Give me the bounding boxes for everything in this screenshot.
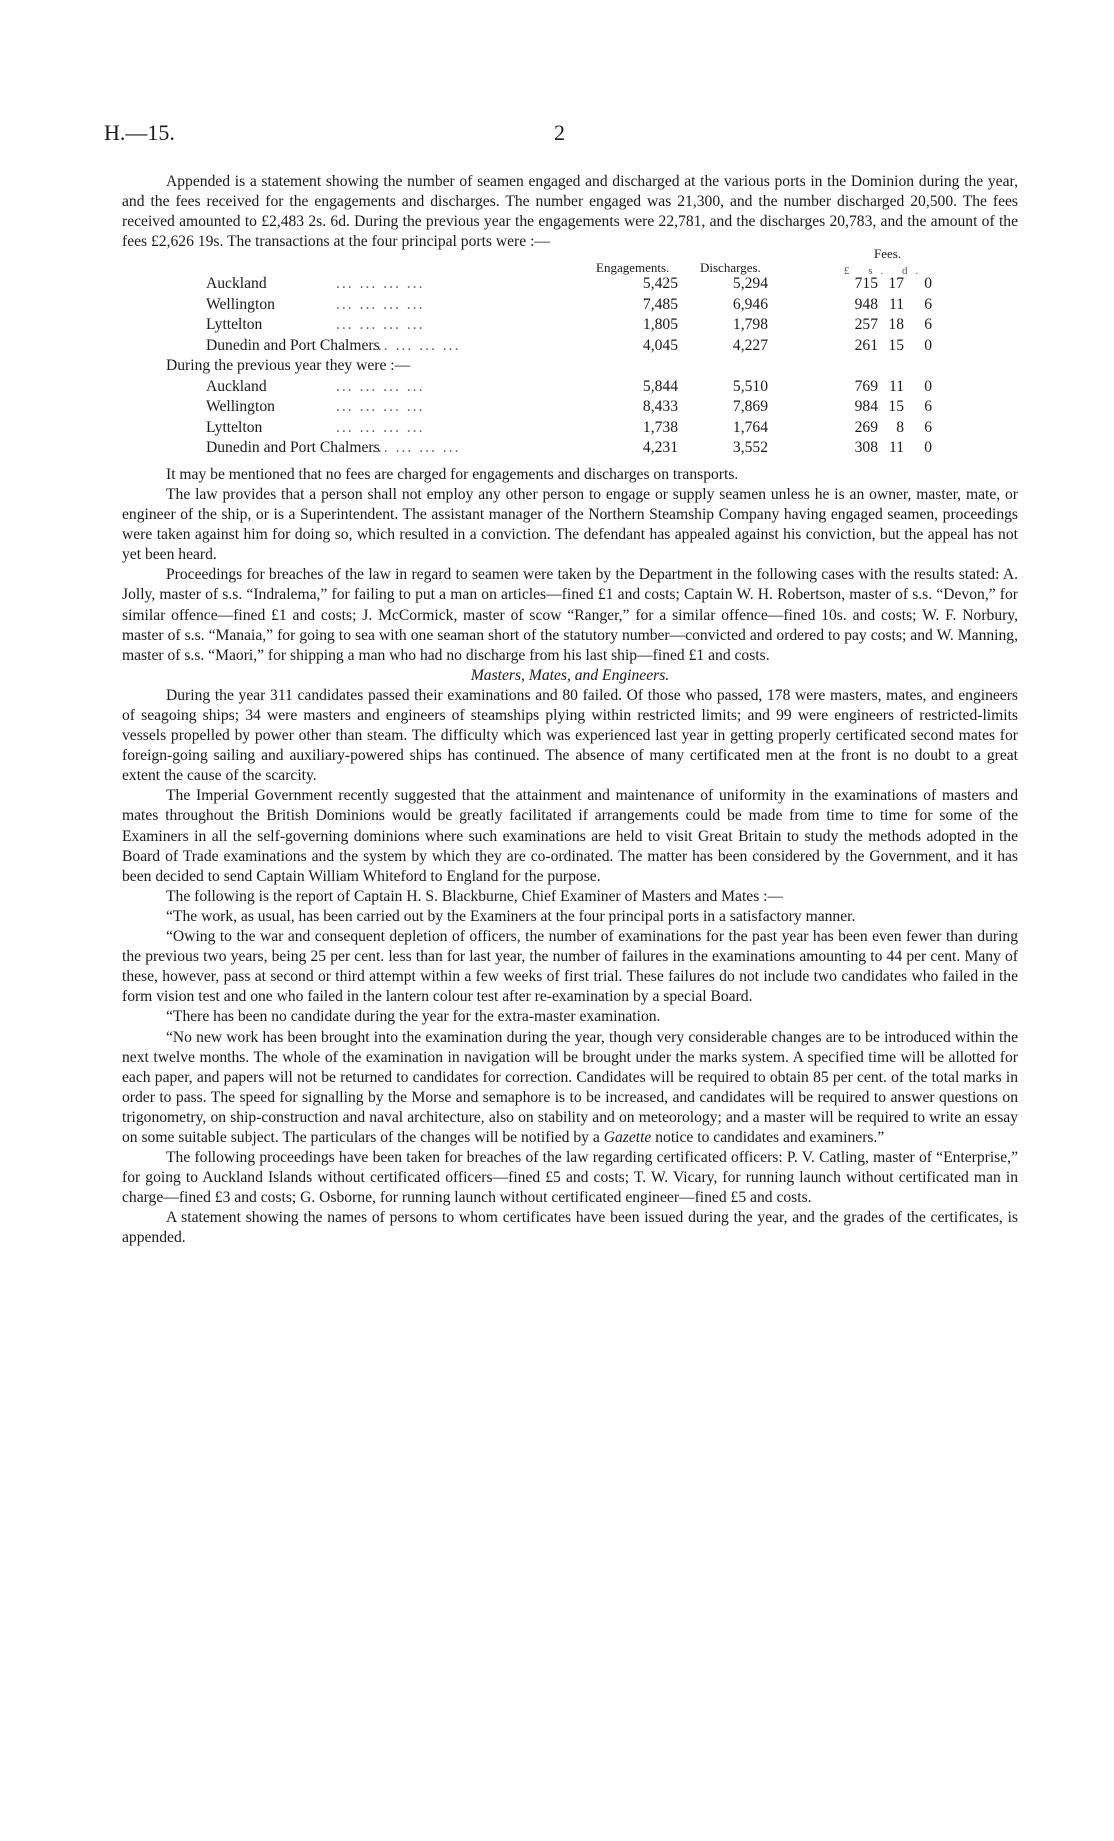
table-row	[122, 418, 1018, 439]
report-intro-paragraph: The following is the report of Captain H. S. Blackburne, Chief Examiner of Masters and Mates :—	[166, 887, 784, 905]
fees-shillings: 11	[888, 439, 904, 457]
fees-pence: 0	[924, 377, 932, 395]
breaches-paragraph: Proceedings for breaches of the law in regard to seamen were taken by the Department in the following cases with the results stated: A. Jolly, master of s.s. “Indralema,” for failing to put a man on articles—fined £1 and costs; Captain W. H. Robertson, master of s.s. “Devon,” for similar offence—fined £1 and costs; J. McCormick, master of scow “Ranger,” for a similar offence—fined 10s. and costs; W. F. Norbury, master of s.s. “Manaia,” for going to sea with one seaman short of the statutory number—convicted and ordered to pay costs; and W. Manning, master of s.s. “Maori,” for shipping a man who had no discharge from his last ship—fined £1 and costs.	[122, 566, 1018, 664]
imperial-paragraph: The Imperial Government recently suggested that the attainment and maintenance of uniformity in the examinations of masters and mates throughout the British Dominions would be greatly facilitated if arrangements could be made from time to time for some of the Examiners in all the self-governing dominions where such examinations are held to visit Great Britain to study the methods adopted in the Board of Trade examinations and the system by which they are co-ordinated. The matter has been considered by the Government, and it has been decided to send Captain William Whiteford to England for the purpose.	[122, 787, 1018, 885]
fees-shillings: 15	[888, 398, 904, 416]
report-code: H.—15.	[104, 120, 175, 145]
ports-table	[122, 246, 1018, 459]
discharges-value: 1,764	[732, 418, 768, 436]
fees-pounds: 984	[854, 398, 878, 416]
document-body	[122, 172, 1018, 1249]
fees-shillings: 15	[888, 336, 904, 354]
examiner-report	[122, 907, 1018, 1148]
fees-pounds: 261	[854, 336, 878, 354]
port-name: Auckland	[206, 275, 267, 293]
leader-dots: ... ... ... ...	[336, 295, 425, 313]
engagements-value: 4,045	[642, 336, 678, 354]
fees-pence: 0	[924, 336, 932, 354]
table-header	[122, 246, 1018, 278]
fees-pounds: 257	[854, 316, 878, 334]
leader-dots: ... ... ... ...	[372, 336, 461, 354]
port-name: Dunedin and Port Chalmers	[206, 336, 380, 354]
engagements-value: 1,738	[642, 418, 678, 436]
col-engagements: Engagements.	[596, 260, 670, 276]
report-quote-3: “There has been no candidate during the year for the extra-master examination.	[166, 1008, 661, 1026]
fees-pence: 0	[924, 275, 932, 293]
table-row	[122, 315, 1018, 336]
report-quote-1: “The work, as usual, has been carried out by the Examiners at the four principal ports in a satisfactory manner.	[166, 907, 856, 925]
fees-pence: 6	[924, 316, 932, 334]
report-quote-4	[122, 1028, 1018, 1149]
table-row	[122, 438, 1018, 459]
discharges-value: 5,510	[732, 377, 768, 395]
engagements-value: 5,844	[642, 377, 678, 395]
report-quote-4-text: “No new work has been brought into the examination during the year, though very considerable changes are to be introduced within the next twelve months. The whole of the examination in navigation will be brought under the marks system. A specified time will be allotted for each paper, and papers will not be returned to candidates for correction. Candidates will be required to obtain 85 per cent. of the total marks in order to pass. The speed for signalling by the Morse and semaphore is to be increased, and candidates will be required to answer questions on trigonometry, on ship-construction and naval architecture, also on stability and on meteorology; and a master will be required to write an essay on some suitable subject. The particulars of the changes will be notified by a	[122, 1028, 1018, 1146]
col-fees: Fees.	[874, 246, 902, 262]
discharges-value: 7,869	[732, 398, 768, 416]
engagements-value: 8,433	[642, 398, 678, 416]
previous-year-label: During the previous year they were :—	[166, 357, 411, 375]
fees-pounds: 269	[854, 418, 878, 436]
leader-dots: ... ... ... ...	[372, 439, 461, 457]
fees-shillings: 11	[888, 295, 904, 313]
leader-dots: ... ... ... ...	[336, 377, 425, 395]
fees-pounds: 769	[854, 377, 878, 395]
leader-dots: ... ... ... ...	[336, 316, 425, 334]
col-fee-units: £ s. d.	[844, 265, 927, 278]
engagements-value: 4,231	[642, 439, 678, 457]
report-quote-4-end: notice to candidates and examiners.”	[655, 1128, 885, 1146]
discharges-value: 4,227	[732, 336, 768, 354]
officers-paragraph: The following proceedings have been taken for breaches of the law regarding certificated officers: P. V. Catling, master of “Enterprise,” for going to Auckland Islands without certificated officers—fined £5 and costs; T. W. Vicary, for running launch without certificated man in charge—fined £3 and costs; G. Osborne, for running launch without certificated engineer—fined £5 and costs.	[122, 1149, 1018, 1207]
fees-pounds: 308	[854, 439, 878, 457]
fees-pounds: 715	[854, 275, 878, 293]
fees-pounds: 948	[854, 295, 878, 313]
engagements-value: 7,485	[642, 295, 678, 313]
discharges-value: 3,552	[732, 439, 768, 457]
col-discharges: Discharges.	[700, 260, 761, 276]
leader-dots: ... ... ... ...	[336, 275, 425, 293]
fees-pence: 6	[924, 418, 932, 436]
engagements-value: 1,805	[642, 316, 678, 334]
statement-paragraph: A statement showing the names of persons to whom certificates have been issued during the year, and the grades of the certificates, is appended.	[122, 1209, 1018, 1247]
port-name: Auckland	[206, 377, 267, 395]
page-number: 2	[554, 120, 565, 145]
fees-pence: 0	[924, 439, 932, 457]
fees-shillings: 18	[888, 316, 904, 334]
port-name: Wellington	[206, 295, 275, 313]
table-row	[122, 336, 1018, 357]
fees-shillings: 11	[888, 377, 904, 395]
candidates-paragraph: During the year 311 candidates passed their examinations and 80 failed. Of those who passed, 178 were masters, mates, and engineers of seagoing ships; 34 were masters and engineers of steamships plying within restricted limits; and 99 were engineers of restricted-limits vessels propelled by power other than steam. The difficulty which was experienced last year in getting properly certificated second mates for foreign-going sailing and auxiliary-powered ships has continued. The absence of many certificated men at the front is no doubt to a great extent the cause of the scarcity.	[122, 686, 1018, 785]
table-row	[122, 274, 1018, 295]
port-name: Lyttelton	[206, 316, 263, 334]
table-row	[122, 397, 1018, 418]
port-name: Wellington	[206, 398, 275, 416]
law-paragraph: The law provides that a person shall not employ any other person to engage or supply seamen unless he is an owner, master, mate, or engineer of the ship, or is a Superintendent. The assistant manager of the Northern Steamship Company having engaged seamen, proceedings were taken against him for doing so, which resulted in a conviction. The defendant has appealed against his conviction, but the appeal has not yet been heard.	[122, 485, 1018, 564]
fees-shillings: 8	[896, 418, 904, 436]
fees-pence: 6	[924, 295, 932, 313]
leader-dots: ... ... ... ...	[336, 398, 425, 416]
engagements-value: 5,425	[642, 275, 678, 293]
report-quote-2: “Owing to the war and consequent depletion of officers, the number of examinations for the past year has been even fewer than during the previous two years, being 25 per cent. less than for last year, the number of failures in the examinations amounting to 44 per cent. Many of these, however, pass at second or third attempt within a few weeks of first trial. These failures do not include two candidates who failed in the form vision test and one who failed in the lantern colour test after re-examination by a special Board.	[122, 928, 1018, 1006]
gazette-word: Gazette	[603, 1128, 652, 1146]
table-row	[122, 295, 1018, 316]
port-name: Lyttelton	[206, 418, 263, 436]
intro-paragraph: Appended is a statement showing the number of seamen engaged and discharged at the various ports in the Dominion during the year, and the fees received for the engagements and discharges. The number engaged was 21,300, and the number discharged 20,500. The fees received amounted to £2,483 2s. 6d. During the previous year the engagements were 22,781, and the discharges 20,783, and the amount of the fees £2,626 19s. The transactions at the four principal ports were :—	[122, 173, 1018, 251]
discharges-value: 5,294	[732, 275, 768, 293]
table-row	[122, 377, 1018, 398]
discharges-value: 6,946	[732, 295, 768, 313]
leader-dots: ... ... ... ...	[336, 418, 425, 436]
discharges-value: 1,798	[732, 316, 768, 334]
transports-paragraph: It may be mentioned that no fees are charged for engagements and discharges on transports.	[166, 465, 739, 483]
fees-shillings: 17	[888, 275, 904, 293]
port-name: Dunedin and Port Chalmers	[206, 439, 380, 457]
section-heading: Masters, Mates, and Engineers.	[470, 666, 670, 684]
fees-pence: 6	[924, 398, 932, 416]
